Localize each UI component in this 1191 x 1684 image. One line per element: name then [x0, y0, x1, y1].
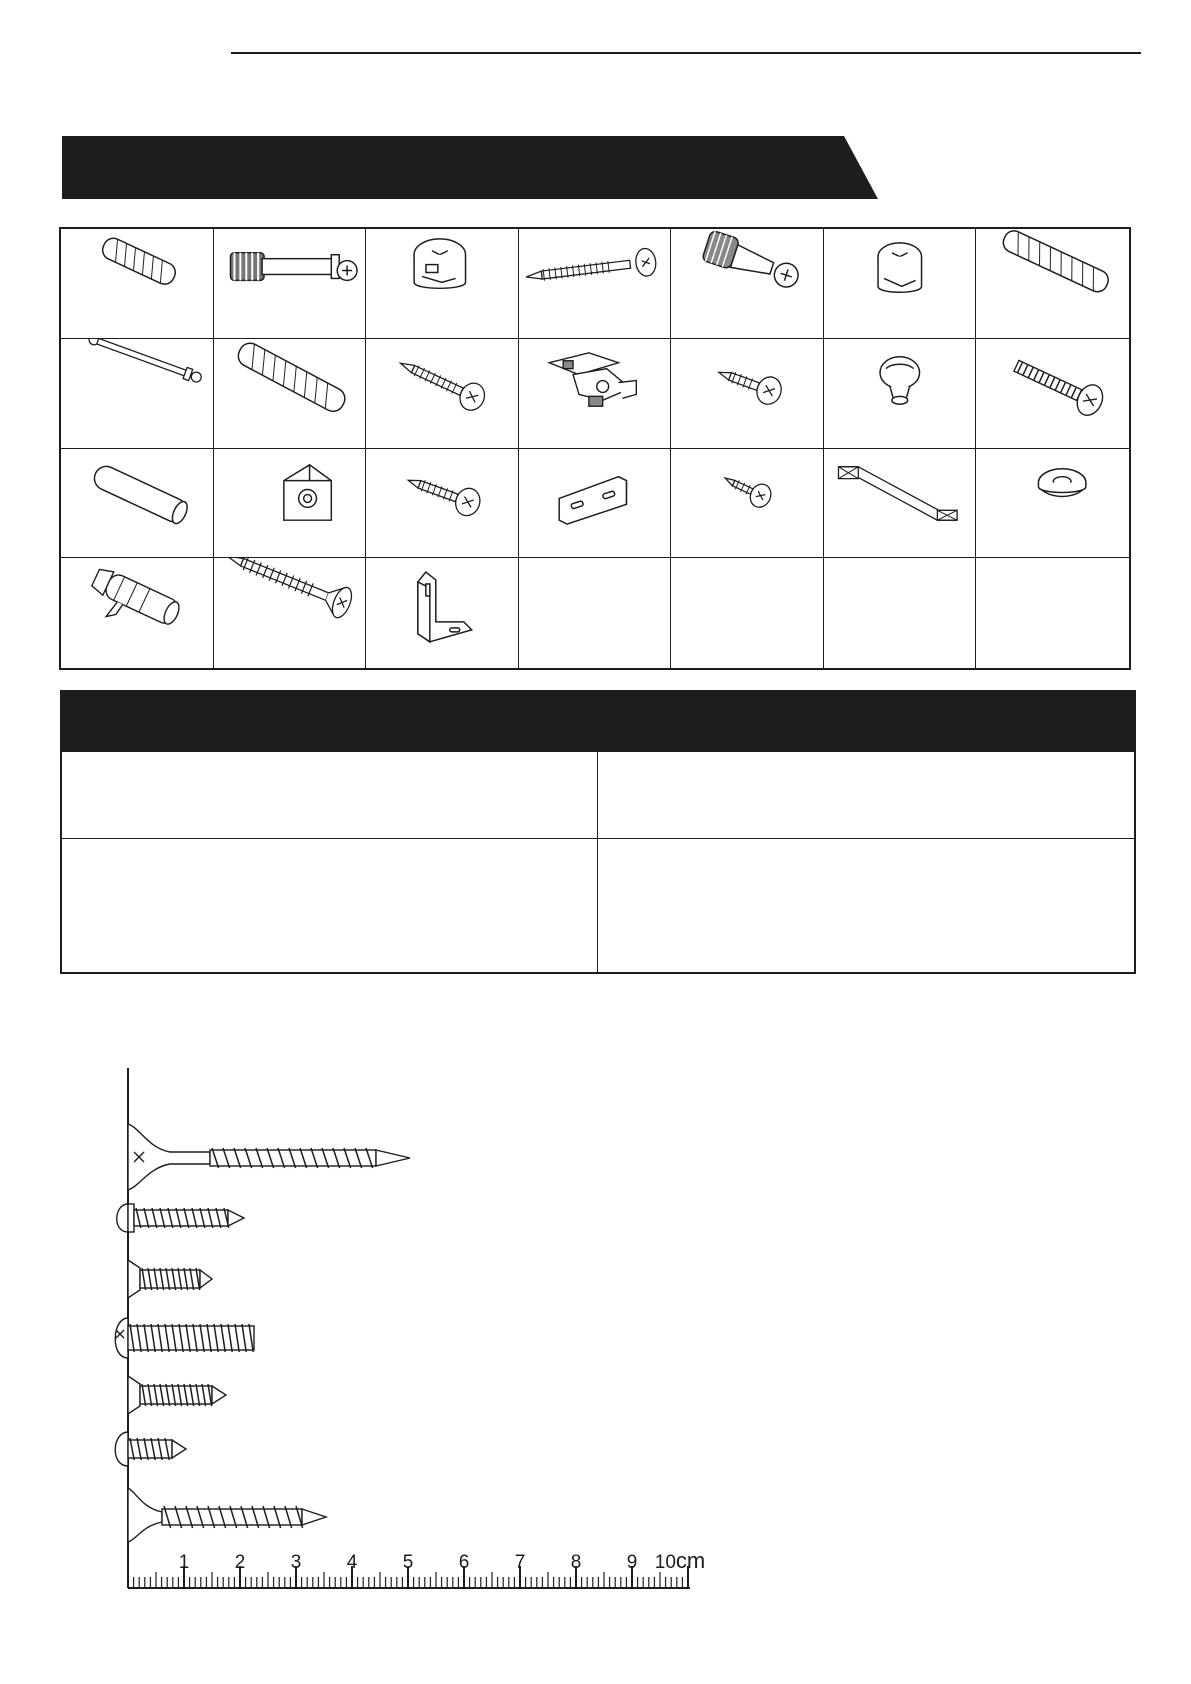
- hardware-cell-5: [671, 229, 824, 339]
- hardware-cell-12: [671, 339, 824, 449]
- hardware-cell-7: [976, 229, 1129, 339]
- title-banner: [62, 136, 878, 199]
- gauge-screw-4: [115, 1318, 254, 1358]
- gauge-screw-5: [128, 1376, 226, 1414]
- gauge-screw-3: [128, 1260, 212, 1298]
- hardware-cell-1: [61, 229, 214, 339]
- hardware-cell-25: [519, 558, 672, 668]
- screw-icon: [366, 339, 518, 448]
- twisted-dowel-icon: [976, 229, 1129, 338]
- knob-icon: [824, 339, 976, 448]
- machine-screw-icon: [976, 339, 1129, 448]
- cam-lock-icon: [366, 229, 518, 338]
- tools-cell-4: [598, 839, 1134, 972]
- wall-plug-icon: [61, 558, 213, 668]
- long-screw-icon: [214, 558, 366, 668]
- bolt-connector-icon: [671, 229, 823, 338]
- hardware-cell-28: [976, 558, 1129, 668]
- ruler: [128, 1548, 705, 1588]
- ruler-number-10: [655, 1548, 705, 1573]
- hardware-cell-23: [214, 558, 367, 668]
- tools-header: [62, 692, 1134, 752]
- ruler-number-2: 2: [234, 1552, 246, 1573]
- hinge-icon: [519, 339, 671, 448]
- corner-block-icon: [214, 449, 366, 558]
- washer-icon: [976, 449, 1129, 558]
- cam-lock-icon: [824, 229, 976, 338]
- short-screw-icon: [671, 449, 823, 558]
- ruler-unit: cm: [675, 1548, 706, 1573]
- hardware-cell-15: [61, 449, 214, 559]
- hardware-cell-4: [519, 229, 672, 339]
- gauge-screw-1: [128, 1124, 410, 1190]
- tools-cell-1: [62, 752, 598, 839]
- hardware-cell-2: [214, 229, 367, 339]
- angle-bracket-icon: [366, 558, 518, 668]
- hardware-cell-9: [214, 339, 367, 449]
- fluted-dowel-icon: [61, 229, 213, 338]
- safety-strap-icon: [824, 449, 976, 558]
- hardware-cell-13: [824, 339, 977, 449]
- shelf-pin-rod-icon: [61, 339, 213, 448]
- hardware-cell-17: [366, 449, 519, 559]
- tools-cell-2: [598, 752, 1134, 839]
- ruler-number-10-value: 10: [654, 1552, 676, 1573]
- hardware-cell-11: [519, 339, 672, 449]
- gauge-screw-7: [128, 1488, 326, 1542]
- hardware-cell-22: [61, 558, 214, 668]
- ruler-number-8: 8: [570, 1552, 582, 1573]
- tools-cell-3: [62, 839, 598, 972]
- gauge-screw-2: [117, 1204, 244, 1232]
- l-bracket-icon: [519, 449, 671, 558]
- ruler-number-5: 5: [402, 1552, 414, 1573]
- hardware-cell-3: [366, 229, 519, 339]
- long-screw-icon: [519, 229, 671, 338]
- hardware-cell-20: [824, 449, 977, 559]
- hardware-cell-26: [671, 558, 824, 668]
- hardware-cell-6: [824, 229, 977, 339]
- hardware-cell-21: [976, 449, 1129, 559]
- hardware-cell-18: [519, 449, 672, 559]
- ruler-number-1: 1: [178, 1552, 190, 1573]
- hardware-cell-27: [824, 558, 977, 668]
- fluted-dowel-icon: [214, 339, 366, 448]
- ruler-number-9: 9: [626, 1552, 638, 1573]
- hardware-cell-8: [61, 339, 214, 449]
- hardware-cell-10: [366, 339, 519, 449]
- hardware-cell-19: [671, 449, 824, 559]
- tools-panel: [60, 690, 1136, 974]
- hardware-cell-24: [366, 558, 519, 668]
- ruler-number-3: 3: [290, 1552, 302, 1573]
- hardware-cell-16: [214, 449, 367, 559]
- gauge-screw-6: [115, 1432, 186, 1466]
- tools-body: [62, 752, 1134, 972]
- screw-icon: [366, 449, 518, 558]
- cam-bolt-icon: [214, 229, 366, 338]
- ruler-number-4: 4: [346, 1552, 358, 1573]
- screw-size-gauge: [100, 1068, 760, 1608]
- hardware-cell-14: [976, 339, 1129, 449]
- hardware-grid: [59, 227, 1131, 670]
- ruler-number-6: 6: [458, 1552, 470, 1573]
- plain-dowel-icon: [61, 449, 213, 558]
- top-rule: [231, 52, 1141, 54]
- short-screw-icon: [671, 339, 823, 448]
- ruler-number-7: 7: [514, 1552, 526, 1573]
